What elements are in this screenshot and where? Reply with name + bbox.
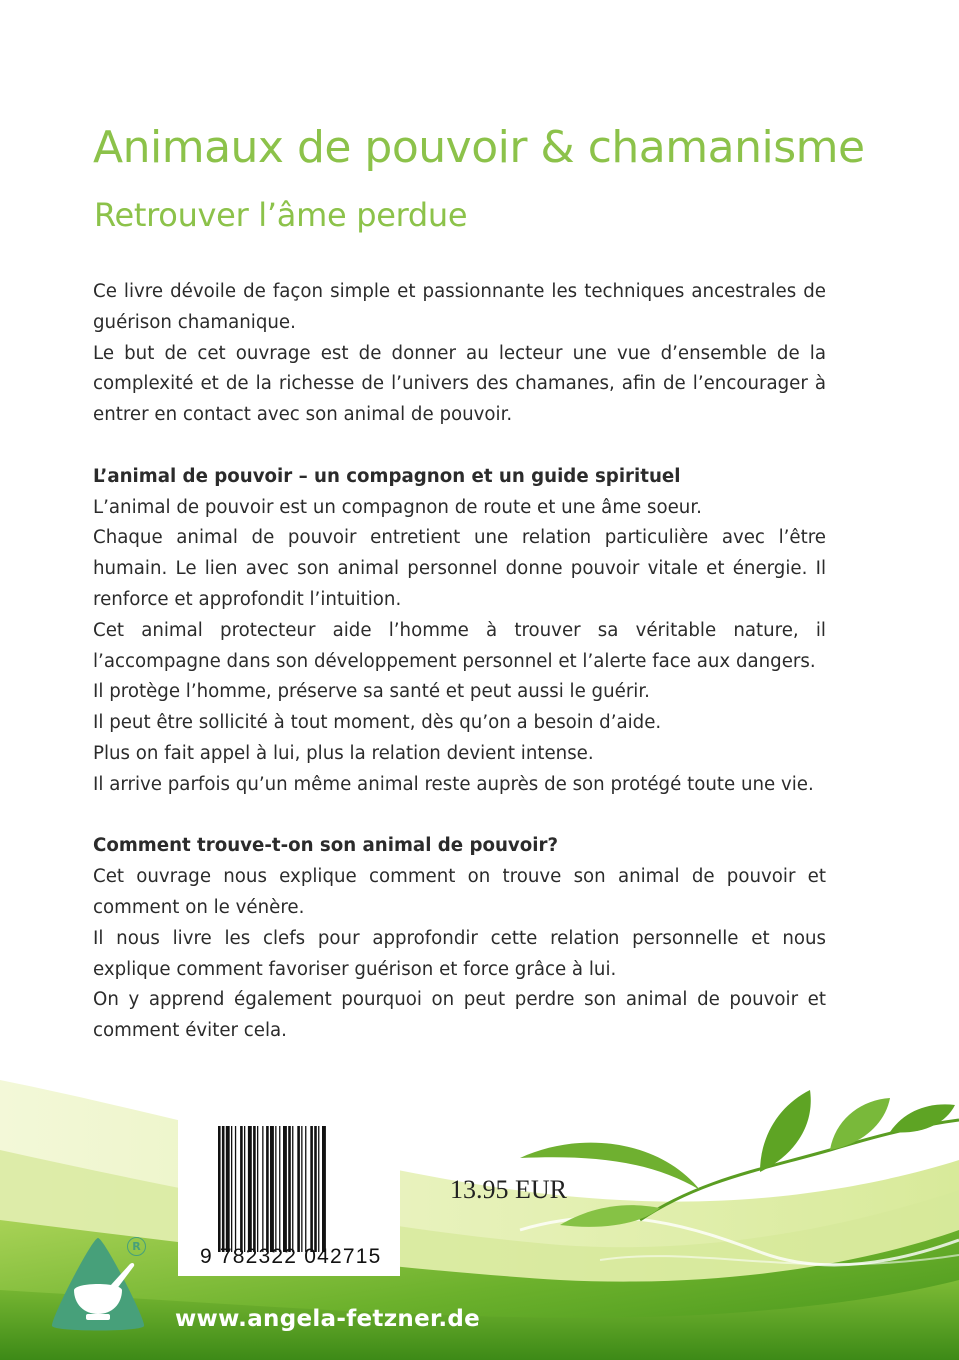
website-url: www.angela-fetzner.de [175, 1306, 481, 1332]
section-heading: L’animal de pouvoir – un compagnon et un guide spirituel [93, 465, 681, 487]
barcode [178, 1112, 400, 1276]
section-paragraph: Plus on fait appel à lui, plus la relation devient intense. [93, 742, 594, 764]
section-paragraph: Cet ouvrage nous explique comment on trouve son animal de pouvoir et comment on le vénère. [93, 866, 826, 918]
section-paragraph: Il nous livre les clefs pour approfondir cette relation personnelle et nous explique comment favoriser guérison et force grâce à lui. [93, 927, 826, 980]
section-paragraph: Il peut être sollicité à tout moment, dès qu’on a besoin d’aide. [93, 712, 662, 734]
section-paragraph: Chaque animal de pouvoir entretient une relation particulière avec l’être humain. Le lien avec son animal personnel donne pouvoir vitale et énergie. Il renforce et approfondit l’intuition. [93, 527, 826, 610]
barcode-bars [218, 1126, 390, 1252]
isbn-number: 9 782322 042715 [200, 1245, 382, 1268]
section-heading: Comment trouve-t-on son animal de pouvoir? [93, 835, 559, 857]
section-paragraph: L’animal de pouvoir est un compagnon de route et une âme soeur. [93, 496, 702, 518]
intro-paragraph: Ce livre dévoile de façon simple et passionnante les techniques ancestrales de guérison chamanique. [93, 281, 826, 333]
book-subtitle: Retrouver l’âme perdue [94, 196, 468, 234]
back-cover-text [93, 277, 826, 1047]
price: 13.95 EUR [450, 1175, 567, 1204]
section-paragraph: Il protège l’homme, préserve sa santé et peut aussi le guérir. [93, 681, 650, 703]
section-paragraph: On y apprend également pourquoi on peut perdre son animal de pouvoir et comment éviter cela. [93, 989, 826, 1042]
intro-paragraph: Le but de cet ouvrage est de donner au lecteur une vue d’ensemble de la complexité et de la richesse de l’univers des chamanes, afin de l’encourager à entrer en contact avec son animal de pouvoir. [93, 342, 826, 426]
section-paragraph: Cet animal protecteur aide l’homme à trouver sa véritable nature, il l’accompagne dans son développement personnel et l’alerte face aux dangers. [93, 619, 826, 672]
registered-trademark-icon: R [127, 1237, 146, 1256]
book-title: Animaux de pouvoir & chamanisme [93, 122, 865, 173]
section-paragraph: Il arrive parfois qu’un même animal reste auprès de son protégé toute une vie. [93, 773, 814, 795]
